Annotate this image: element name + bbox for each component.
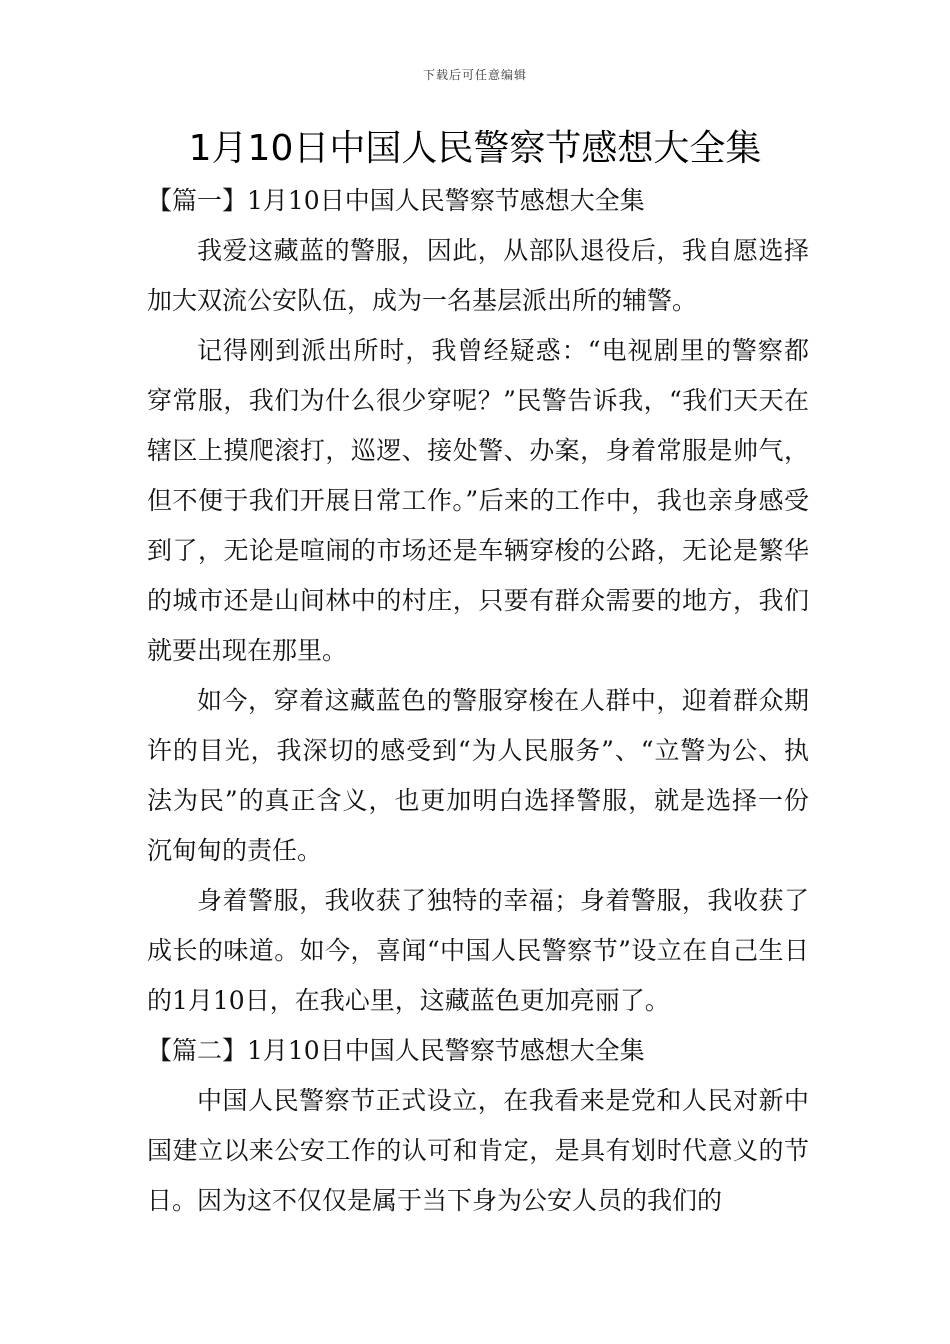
document-body xyxy=(147,176,809,1226)
paragraph: 如今，穿着这藏蓝色的警服穿梭在人群中，迎着群众期许的目光，我深切的感受到“为人民服务”、“立警为公、执法为民”的真正含义，也更加明白选择警服，就是选择一份沉甸甸的责任。 xyxy=(147,686,809,865)
paragraph: 身着警服，我收获了独特的幸福；身着警服，我收获了成长的味道。如今，喜闻“中国人民警察节”设立在自己生日的1月10日，在我心里，这藏蓝色更加亮丽了。 xyxy=(147,886,809,1015)
paragraph: 中国人民警察节正式设立，在我看来是党和人民对新中国建立以来公安工作的认可和肯定，是具有划时代意义的节日。因为这不仅仅是属于当下身为公安人员的我们的 xyxy=(147,1086,809,1215)
paragraph: 我爱这藏蓝的警服，因此，从部队退役后，我自愿选择加大双流公安队伍，成为一名基层派出所的辅警。 xyxy=(147,236,809,315)
document-title: 1月10日中国人民警察节感想大全集 xyxy=(188,128,762,169)
paragraph: 记得刚到派出所时，我曾经疑惑：“电视剧里的警察都穿常服，我们为什么很少穿呢？”民警告诉我，“我们天天在辖区上摸爬滚打，巡逻、接处警、办案，身着常服是帅气，但不便于我们开展日常工作。”后来的工作中，我也亲身感受到了，无论是喧闹的市场还是车辆穿梭的公路，无论是繁华的城市还是山间林中的村庄，只要有群众需要的地方，我们就要出现在那里。 xyxy=(147,336,809,665)
section-heading-2: 【篇二】1月10日中国人民警察节感想大全集 xyxy=(147,1036,645,1065)
section-heading-1: 【篇一】1月10日中国人民警察节感想大全集 xyxy=(147,186,645,215)
header-note: 下载后可任意编辑 xyxy=(422,68,527,82)
